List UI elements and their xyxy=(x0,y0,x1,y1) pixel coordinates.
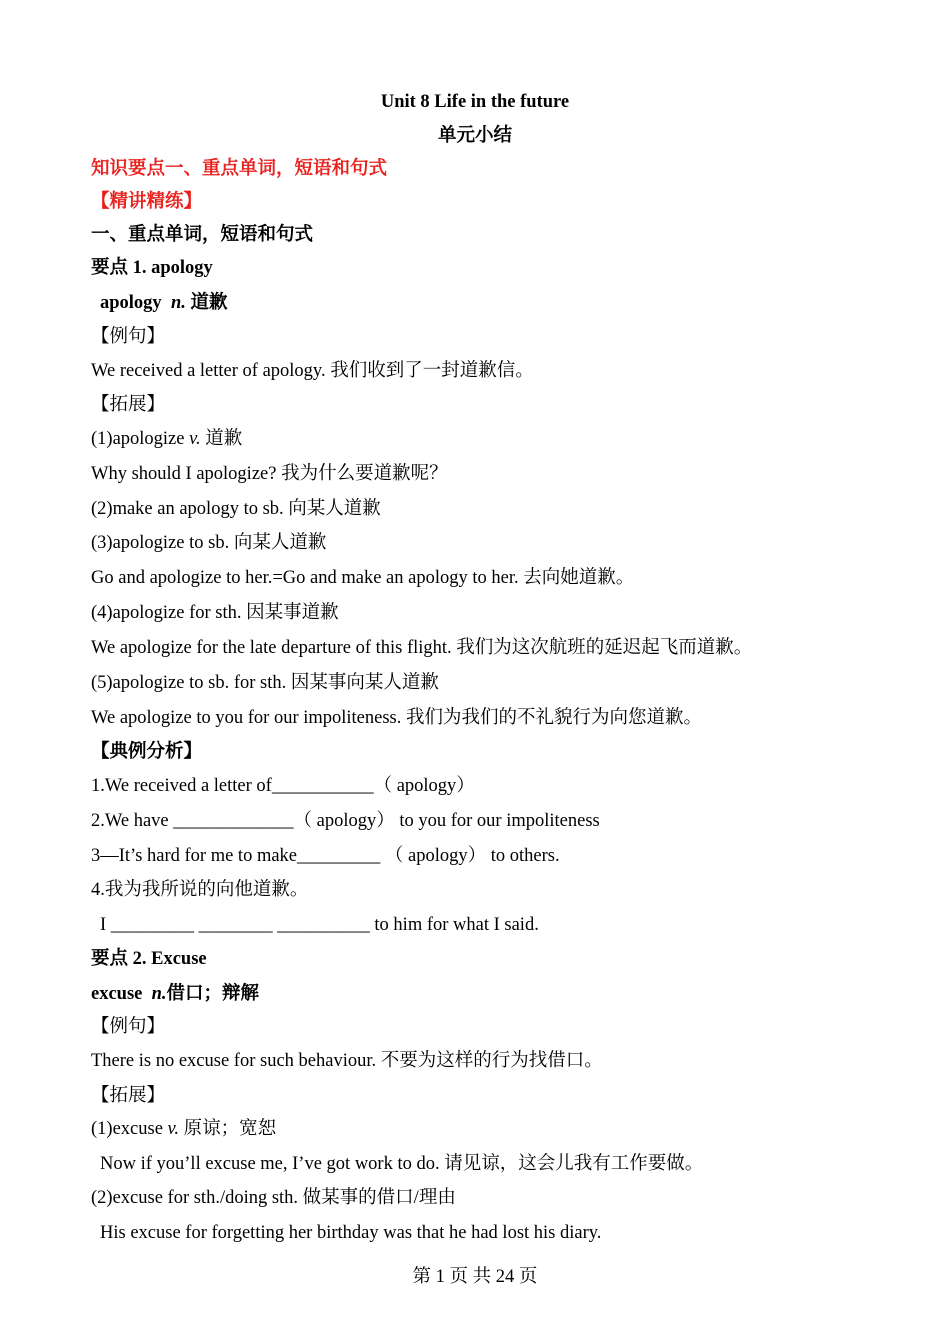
point1-def-pos: n. xyxy=(170,293,186,313)
point1-question-4: 4.我为我所说的向他道歉。 xyxy=(91,880,309,900)
part-heading: 一、重点单词，短语和句式 xyxy=(91,225,314,245)
point1-expand-3-example: Go and apologize to her.=Go and make an apology to her. 去向她道歉。 xyxy=(91,568,635,588)
point1-expand-1-example: Why should I apologize? 我为什么要道歉呢？ xyxy=(91,464,448,484)
point1-def-meaning: 道歉 xyxy=(185,293,228,313)
point1-question-3: 3—It’s hard for me to make_________ （ apology） to others. xyxy=(91,846,560,866)
section-heading: 知识要点一、重点单词，短语和句式 xyxy=(91,159,388,179)
point2-expand-2-example: His excuse for forgetting her birthday was that he had lost his diary. xyxy=(100,1223,602,1243)
practice-heading: 【精讲精练】 xyxy=(91,192,203,212)
point1-e1-a: (1)apologize xyxy=(91,429,190,449)
point2-example-label: 【例句】 xyxy=(91,1017,166,1037)
point1-expand-2: (2)make an apology to sb. 向某人道歉 xyxy=(91,499,381,519)
point2-example: There is no excuse for such behaviour. 不要为这样的行为找借口。 xyxy=(91,1051,603,1071)
point1-example: We received a letter of apology. 我们收到了一封道歉信。 xyxy=(91,361,534,381)
point1-e1-pos: v. xyxy=(189,429,201,449)
point2-definition xyxy=(91,982,890,1006)
point2-def-meaning: 借口；辩解 xyxy=(166,984,260,1004)
point2-heading: 要点 2. Excuse xyxy=(91,949,207,969)
point1-expand-3: (3)apologize to sb. 向某人道歉 xyxy=(91,533,327,553)
point2-expand-label: 【拓展】 xyxy=(91,1086,166,1106)
point1-e1-b: 道歉 xyxy=(200,429,243,449)
point2-e1-a: (1)excuse xyxy=(91,1119,168,1139)
point1-expand-4-example: We apologize for the late departure of this flight. 我们为这次航班的延迟起飞而道歉。 xyxy=(91,638,753,658)
point1-heading: 要点 1. apology xyxy=(91,258,213,278)
point1-expand-label: 【拓展】 xyxy=(91,395,166,415)
point1-question-1: 1.We received a letter of___________（ apology） xyxy=(91,776,475,796)
point2-expand-1-example: Now if you’ll excuse me, I’ve got work to do. 请见谅，这会儿我有工作要做。 xyxy=(100,1154,704,1174)
point1-expand-5: (5)apologize to sb. for sth. 因某事向某人道歉 xyxy=(91,673,439,693)
point1-expand-1 xyxy=(91,427,890,451)
point2-e1-pos: v. xyxy=(167,1119,179,1139)
page-footer: 第 1 页 共 24 页 xyxy=(412,1267,538,1287)
point1-expand-5-example: We apologize to you for our impoliteness. 我们为我们的不礼貌行为向您道歉。 xyxy=(91,708,702,728)
point2-e1-b: 原谅；宽恕 xyxy=(179,1119,277,1139)
point1-analysis-label: 【典例分析】 xyxy=(91,742,203,762)
point2-def-word: excuse xyxy=(91,984,143,1004)
page-title: Unit 8 Life in the future xyxy=(380,92,570,112)
point2-def-pos: n. xyxy=(151,984,167,1004)
page-subtitle: 单元小结 xyxy=(437,126,512,146)
point1-question-2: 2.We have _____________（ apology） to you for our impoliteness xyxy=(91,811,600,831)
point2-expand-2: (2)excuse for sth./doing sth. 做某事的借口/理由 xyxy=(91,1188,456,1208)
point1-question-4-answer: I _________ ________ __________ to him for what I said. xyxy=(100,915,539,935)
point1-def-word: apology xyxy=(100,293,162,313)
point1-expand-4: (4)apologize for sth. 因某事道歉 xyxy=(91,603,339,623)
point1-example-label: 【例句】 xyxy=(91,327,166,347)
point2-expand-1 xyxy=(91,1117,890,1141)
point1-definition xyxy=(100,291,890,315)
